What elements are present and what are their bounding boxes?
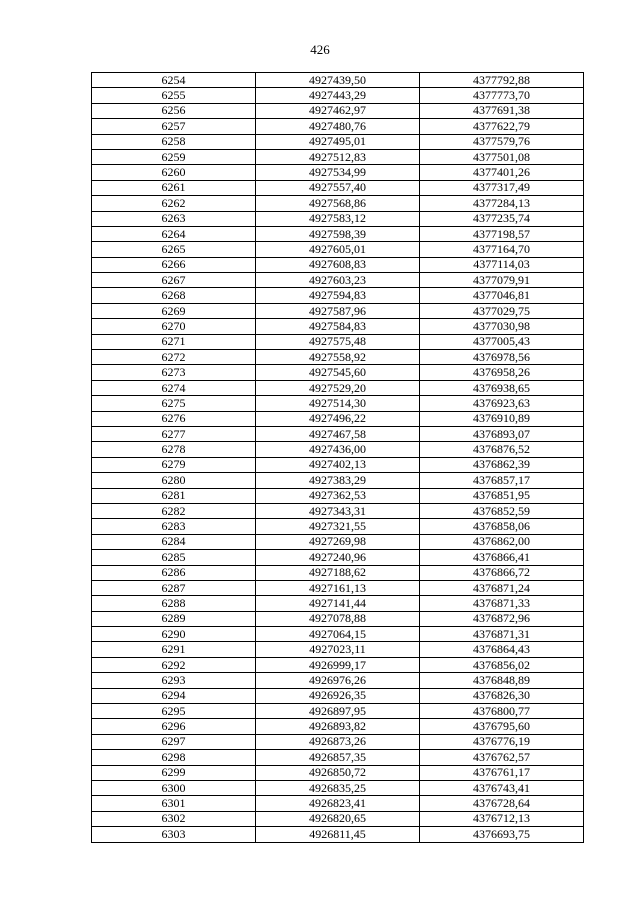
y-coordinate-cell: 4376856,02 (420, 657, 584, 672)
table-row (92, 365, 584, 380)
point-number-cell: 6264 (92, 226, 256, 241)
y-coordinate-cell: 4376743,41 (420, 780, 584, 795)
y-coordinate-cell: 4377235,74 (420, 211, 584, 226)
y-coordinate-cell: 4377079,91 (420, 273, 584, 288)
x-coordinate-cell: 4927575,48 (256, 334, 420, 349)
y-coordinate-cell: 4376728,64 (420, 796, 584, 811)
x-coordinate-cell: 4926857,35 (256, 750, 420, 765)
y-coordinate-cell: 4377317,49 (420, 180, 584, 195)
table-row (92, 350, 584, 365)
point-number-cell: 6287 (92, 580, 256, 595)
point-number-cell: 6301 (92, 796, 256, 811)
y-coordinate-cell: 4376866,72 (420, 565, 584, 580)
point-number-cell: 6276 (92, 411, 256, 426)
point-number-cell: 6259 (92, 149, 256, 164)
y-coordinate-cell: 4377284,13 (420, 196, 584, 211)
coordinates-table (91, 72, 584, 843)
y-coordinate-cell: 4377046,81 (420, 288, 584, 303)
table-row (92, 149, 584, 164)
point-number-cell: 6257 (92, 119, 256, 134)
x-coordinate-cell: 4927023,11 (256, 642, 420, 657)
point-number-cell: 6289 (92, 611, 256, 626)
table-row (92, 704, 584, 719)
y-coordinate-cell: 4376923,63 (420, 396, 584, 411)
x-coordinate-cell: 4927594,83 (256, 288, 420, 303)
point-number-cell: 6299 (92, 765, 256, 780)
x-coordinate-cell: 4927495,01 (256, 134, 420, 149)
point-number-cell: 6274 (92, 380, 256, 395)
table-row (92, 811, 584, 826)
table-row (92, 273, 584, 288)
table-row (92, 488, 584, 503)
point-number-cell: 6280 (92, 473, 256, 488)
point-number-cell: 6275 (92, 396, 256, 411)
y-coordinate-cell: 4376862,00 (420, 534, 584, 549)
y-coordinate-cell: 4377691,38 (420, 103, 584, 118)
table-row (92, 550, 584, 565)
y-coordinate-cell: 4377579,76 (420, 134, 584, 149)
x-coordinate-cell: 4927161,13 (256, 580, 420, 595)
table-row (92, 796, 584, 811)
x-coordinate-cell: 4927608,83 (256, 257, 420, 272)
x-coordinate-cell: 4926999,17 (256, 657, 420, 672)
point-number-cell: 6288 (92, 596, 256, 611)
table-row (92, 257, 584, 272)
point-number-cell: 6284 (92, 534, 256, 549)
table-row (92, 580, 584, 595)
x-coordinate-cell: 4927321,55 (256, 519, 420, 534)
table-row (92, 827, 584, 842)
point-number-cell: 6262 (92, 196, 256, 211)
y-coordinate-cell: 4377401,26 (420, 165, 584, 180)
x-coordinate-cell: 4927496,22 (256, 411, 420, 426)
y-coordinate-cell: 4377622,79 (420, 119, 584, 134)
x-coordinate-cell: 4926835,25 (256, 780, 420, 795)
x-coordinate-cell: 4927568,86 (256, 196, 420, 211)
point-number-cell: 6281 (92, 488, 256, 503)
y-coordinate-cell: 4376871,33 (420, 596, 584, 611)
table-row (92, 627, 584, 642)
y-coordinate-cell: 4376872,96 (420, 611, 584, 626)
y-coordinate-cell: 4376795,60 (420, 719, 584, 734)
point-number-cell: 6272 (92, 350, 256, 365)
x-coordinate-cell: 4927584,83 (256, 319, 420, 334)
table-row (92, 103, 584, 118)
table-row (92, 319, 584, 334)
y-coordinate-cell: 4376712,13 (420, 811, 584, 826)
table-row (92, 396, 584, 411)
table-row (92, 688, 584, 703)
y-coordinate-cell: 4376800,77 (420, 704, 584, 719)
point-number-cell: 6261 (92, 180, 256, 195)
x-coordinate-cell: 4927141,44 (256, 596, 420, 611)
point-number-cell: 6286 (92, 565, 256, 580)
y-coordinate-cell: 4376978,56 (420, 350, 584, 365)
x-coordinate-cell: 4927078,88 (256, 611, 420, 626)
x-coordinate-cell: 4927402,13 (256, 457, 420, 472)
table-row (92, 165, 584, 180)
table-row (92, 303, 584, 318)
table-row (92, 673, 584, 688)
y-coordinate-cell: 4377773,70 (420, 88, 584, 103)
y-coordinate-cell: 4376910,89 (420, 411, 584, 426)
point-number-cell: 6290 (92, 627, 256, 642)
y-coordinate-cell: 4376693,75 (420, 827, 584, 842)
point-number-cell: 6258 (92, 134, 256, 149)
y-coordinate-cell: 4377198,57 (420, 226, 584, 241)
point-number-cell: 6266 (92, 257, 256, 272)
x-coordinate-cell: 4927443,29 (256, 88, 420, 103)
y-coordinate-cell: 4377029,75 (420, 303, 584, 318)
table-row (92, 565, 584, 580)
table-row (92, 426, 584, 441)
x-coordinate-cell: 4927598,39 (256, 226, 420, 241)
point-number-cell: 6270 (92, 319, 256, 334)
table-row (92, 380, 584, 395)
table-row (92, 596, 584, 611)
x-coordinate-cell: 4927557,40 (256, 180, 420, 195)
x-coordinate-cell: 4927240,96 (256, 550, 420, 565)
table-row (92, 196, 584, 211)
point-number-cell: 6265 (92, 242, 256, 257)
x-coordinate-cell: 4926976,26 (256, 673, 420, 688)
y-coordinate-cell: 4376893,07 (420, 426, 584, 441)
y-coordinate-cell: 4376938,65 (420, 380, 584, 395)
y-coordinate-cell: 4376871,31 (420, 627, 584, 642)
point-number-cell: 6273 (92, 365, 256, 380)
x-coordinate-cell: 4926850,72 (256, 765, 420, 780)
page-number: 426 (310, 42, 330, 57)
x-coordinate-cell: 4927603,23 (256, 273, 420, 288)
point-number-cell: 6255 (92, 88, 256, 103)
table-row (92, 334, 584, 349)
x-coordinate-cell: 4927439,50 (256, 73, 420, 88)
table-row (92, 719, 584, 734)
x-coordinate-cell: 4927587,96 (256, 303, 420, 318)
table-row (92, 73, 584, 88)
point-number-cell: 6269 (92, 303, 256, 318)
y-coordinate-cell: 4377792,88 (420, 73, 584, 88)
table-row (92, 657, 584, 672)
point-number-cell: 6293 (92, 673, 256, 688)
x-coordinate-cell: 4927529,20 (256, 380, 420, 395)
x-coordinate-cell: 4927583,12 (256, 211, 420, 226)
y-coordinate-cell: 4377030,98 (420, 319, 584, 334)
x-coordinate-cell: 4927605,01 (256, 242, 420, 257)
point-number-cell: 6291 (92, 642, 256, 657)
y-coordinate-cell: 4376866,41 (420, 550, 584, 565)
point-number-cell: 6303 (92, 827, 256, 842)
point-number-cell: 6282 (92, 503, 256, 518)
x-coordinate-cell: 4927462,97 (256, 103, 420, 118)
y-coordinate-cell: 4376826,30 (420, 688, 584, 703)
table-row (92, 119, 584, 134)
table-row (92, 473, 584, 488)
point-number-cell: 6302 (92, 811, 256, 826)
point-number-cell: 6277 (92, 426, 256, 441)
table-row (92, 611, 584, 626)
x-coordinate-cell: 4926811,45 (256, 827, 420, 842)
y-coordinate-cell: 4376776,19 (420, 734, 584, 749)
y-coordinate-cell: 4376871,24 (420, 580, 584, 595)
x-coordinate-cell: 4926873,26 (256, 734, 420, 749)
table-row (92, 180, 584, 195)
table-row (92, 457, 584, 472)
table-row (92, 750, 584, 765)
point-number-cell: 6279 (92, 457, 256, 472)
x-coordinate-cell: 4927514,30 (256, 396, 420, 411)
x-coordinate-cell: 4926823,41 (256, 796, 420, 811)
y-coordinate-cell: 4376857,17 (420, 473, 584, 488)
point-number-cell: 6295 (92, 704, 256, 719)
table-row (92, 780, 584, 795)
point-number-cell: 6254 (92, 73, 256, 88)
coordinates-table-body (92, 73, 584, 843)
point-number-cell: 6297 (92, 734, 256, 749)
x-coordinate-cell: 4927188,62 (256, 565, 420, 580)
y-coordinate-cell: 4377005,43 (420, 334, 584, 349)
y-coordinate-cell: 4377114,03 (420, 257, 584, 272)
y-coordinate-cell: 4376876,52 (420, 442, 584, 457)
table-row (92, 88, 584, 103)
point-number-cell: 6267 (92, 273, 256, 288)
table-row (92, 242, 584, 257)
x-coordinate-cell: 4927064,15 (256, 627, 420, 642)
x-coordinate-cell: 4927269,98 (256, 534, 420, 549)
x-coordinate-cell: 4927383,29 (256, 473, 420, 488)
point-number-cell: 6285 (92, 550, 256, 565)
y-coordinate-cell: 4376848,89 (420, 673, 584, 688)
point-number-cell: 6296 (92, 719, 256, 734)
point-number-cell: 6256 (92, 103, 256, 118)
table-row (92, 534, 584, 549)
x-coordinate-cell: 4927436,00 (256, 442, 420, 457)
y-coordinate-cell: 4376761,17 (420, 765, 584, 780)
x-coordinate-cell: 4927362,53 (256, 488, 420, 503)
x-coordinate-cell: 4927534,99 (256, 165, 420, 180)
point-number-cell: 6300 (92, 780, 256, 795)
y-coordinate-cell: 4376762,57 (420, 750, 584, 765)
point-number-cell: 6298 (92, 750, 256, 765)
x-coordinate-cell: 4927480,76 (256, 119, 420, 134)
table-row (92, 503, 584, 518)
x-coordinate-cell: 4926820,65 (256, 811, 420, 826)
x-coordinate-cell: 4927343,31 (256, 503, 420, 518)
table-row (92, 519, 584, 534)
table-row (92, 288, 584, 303)
table-row (92, 134, 584, 149)
x-coordinate-cell: 4927467,58 (256, 426, 420, 441)
table-row (92, 765, 584, 780)
point-number-cell: 6271 (92, 334, 256, 349)
y-coordinate-cell: 4377501,08 (420, 149, 584, 164)
y-coordinate-cell: 4377164,70 (420, 242, 584, 257)
y-coordinate-cell: 4376862,39 (420, 457, 584, 472)
y-coordinate-cell: 4376852,59 (420, 503, 584, 518)
table-row (92, 734, 584, 749)
y-coordinate-cell: 4376958,26 (420, 365, 584, 380)
y-coordinate-cell: 4376851,95 (420, 488, 584, 503)
point-number-cell: 6268 (92, 288, 256, 303)
table-row (92, 442, 584, 457)
y-coordinate-cell: 4376858,06 (420, 519, 584, 534)
table-row (92, 226, 584, 241)
x-coordinate-cell: 4927512,83 (256, 149, 420, 164)
point-number-cell: 6278 (92, 442, 256, 457)
x-coordinate-cell: 4926893,82 (256, 719, 420, 734)
point-number-cell: 6260 (92, 165, 256, 180)
table-row (92, 411, 584, 426)
x-coordinate-cell: 4927558,92 (256, 350, 420, 365)
table-row (92, 211, 584, 226)
x-coordinate-cell: 4927545,60 (256, 365, 420, 380)
point-number-cell: 6263 (92, 211, 256, 226)
x-coordinate-cell: 4926897,95 (256, 704, 420, 719)
point-number-cell: 6294 (92, 688, 256, 703)
x-coordinate-cell: 4926926,35 (256, 688, 420, 703)
point-number-cell: 6283 (92, 519, 256, 534)
point-number-cell: 6292 (92, 657, 256, 672)
table-row (92, 642, 584, 657)
y-coordinate-cell: 4376864,43 (420, 642, 584, 657)
